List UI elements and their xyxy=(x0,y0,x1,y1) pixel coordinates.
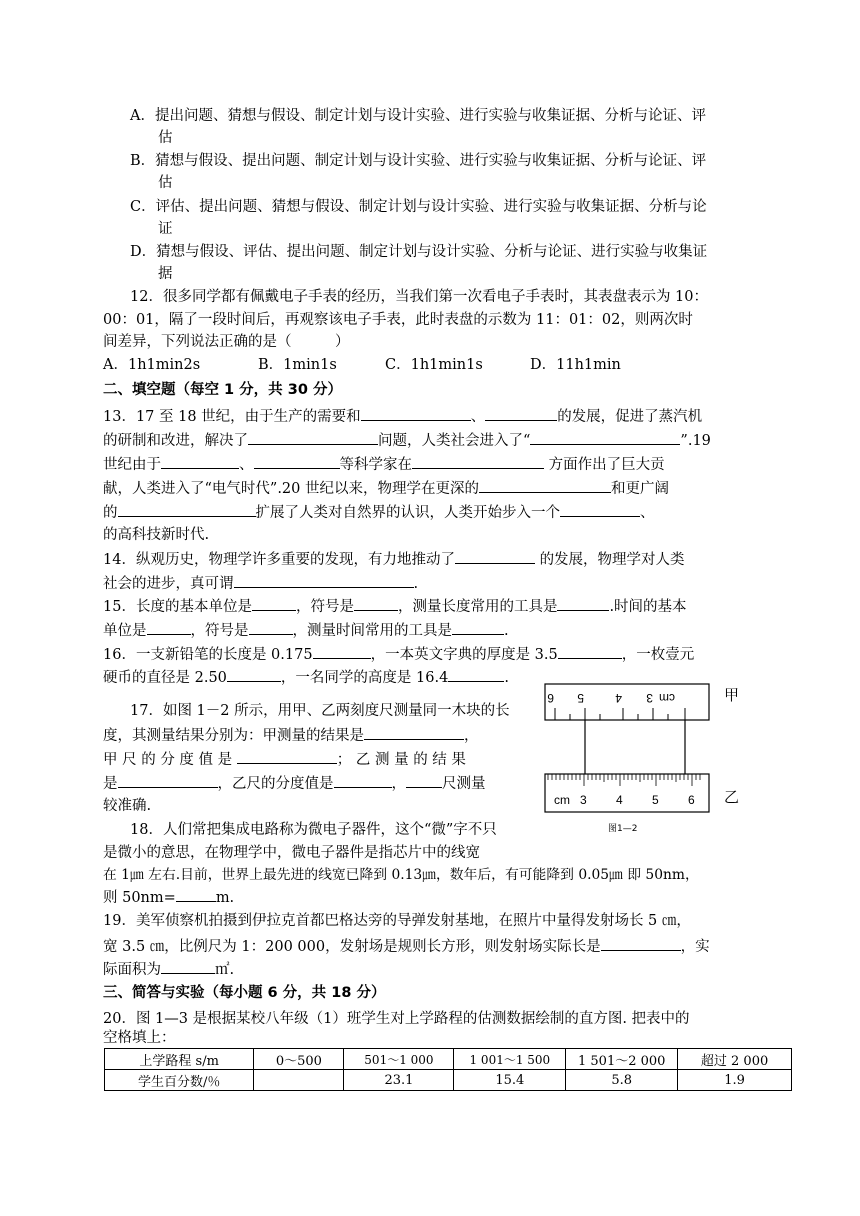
q17-line-1: 17．如图 1－2 所示，用甲、乙两刻度尺测量同一木块的长 xyxy=(130,703,510,719)
table-cell: 1.9 xyxy=(678,1070,792,1091)
q17-line-3: 甲 尺 的 分 度 值 是 ； 乙 测 量 的 结 果 xyxy=(103,748,466,771)
answer-blank[interactable] xyxy=(406,772,442,788)
q18-line-4: 则 50nm= m. xyxy=(103,886,234,909)
ruler-jia-tick-3: 3 xyxy=(646,691,653,705)
q19-line-2: 宽 3.5 ㎝，比例尺为 1：200 000，发射场是规则长方形，则发射场实际长是 ，实 xyxy=(103,935,710,958)
q12-option-c: C．1h1min1s xyxy=(385,357,483,373)
q11-option-a-cont: 估 xyxy=(158,130,173,146)
answer-blank[interactable] xyxy=(455,548,535,564)
answer-blank[interactable] xyxy=(448,666,504,682)
answer-blank[interactable] xyxy=(161,958,215,974)
figure-caption: 图1—2 xyxy=(608,824,638,834)
table-cell: 23.1 xyxy=(344,1070,454,1091)
answer-blank[interactable] xyxy=(176,886,216,902)
answer-blank[interactable] xyxy=(530,429,680,445)
answer-blank[interactable] xyxy=(237,748,337,764)
q13-line-1: 13．17 至 18 世纪，由于生产的需要和 、 的发展，促进了蒸汽机 xyxy=(103,405,702,428)
q14-line-1: 14．纵观历史，物理学许多重要的发现，有力地推动了 的发展，物理学对人类 xyxy=(103,548,685,571)
q16-line-2: 硬币的直径是 2.50 ，一名同学的高度是 16.4 . xyxy=(103,666,509,689)
q18-line-2: 是微小的意思，在物理学中，微电子器件是指芯片中的线宽 xyxy=(103,845,480,861)
q18-line-3: 在 1㎛ 左右.目前，世界上最先进的线宽已降到 0.13㎛，数年后，有可能降到 0.05㎛ 即 50nm， xyxy=(103,867,699,883)
answer-blank[interactable] xyxy=(161,453,239,469)
answer-blank[interactable] xyxy=(485,405,557,421)
q19-line-1: 19．美军侦察机拍摄到伊拉克首都巴格达旁的导弹发射基地，在照片中量得发射场长 5 ㎝， xyxy=(103,913,691,929)
q19-line-3: 际面积为 ㎡. xyxy=(103,958,234,981)
q12-line-1: 12．很多同学都有佩戴电子手表的经历，当我们第一次看电子手表时，其表盘表示为 10： xyxy=(130,289,709,305)
q12-line-3: 间差异，下列说法正确的是（ ） xyxy=(103,334,350,350)
table-header-cell: 1 001～1 500 xyxy=(454,1049,566,1070)
q13-line-2: 的研制和改进，解决了 问题，人类社会进入了“ ”.19 xyxy=(103,429,711,452)
answer-blank[interactable] xyxy=(249,619,293,635)
table-cell: 5.8 xyxy=(566,1070,678,1091)
q17-line-5: 较准确. xyxy=(103,798,152,814)
q12-line-2: 00：01，隔了一段时间后，再观察该电子手表，此时表盘的示数为 11：01：02，则两次时 xyxy=(103,312,693,328)
q20-line-1: 20．图 1—3 是根据某校八年级（1）班学生对上学路程的估测数据绘制的直方图. 把表中的 xyxy=(103,1011,690,1027)
section-3-title: 三、简答与实验（每小题 6 分，共 18 分） xyxy=(103,985,386,1001)
answer-blank[interactable] xyxy=(334,772,392,788)
q13-line-4: 献，人类进入了“电气时代”.20 世纪以来，物理学在更深的 和更广阔 xyxy=(103,477,669,500)
answer-blank[interactable] xyxy=(364,724,464,740)
table-header-cell: 上学路程 s/m xyxy=(105,1049,254,1070)
q12-option-a: A．1h1min2s xyxy=(103,357,201,373)
ruler-jia-tick-5: 5 xyxy=(577,691,584,705)
distance-table xyxy=(104,1048,792,1091)
table-header-cell: 0～500 xyxy=(254,1049,344,1070)
q20-line-2: 空格填上： xyxy=(103,1030,176,1046)
ruler-jia-tick-6: 6 xyxy=(547,691,554,705)
table-cell: 15.4 xyxy=(454,1070,566,1091)
q11-option-d: D．猜想与假设、评估、提出问题、制定计划与设计实验、分析与论证、进行实验与收集证 xyxy=(130,244,708,260)
q11-option-b-cont: 估 xyxy=(158,175,173,191)
ruler-figure xyxy=(540,678,760,838)
answer-blank[interactable] xyxy=(479,477,611,493)
q13-line-6: 的高科技新时代. xyxy=(103,527,210,543)
q17-line-2: 度，其测量结果分别为：甲测量的结果是 ， xyxy=(103,724,479,747)
table-header-cell: 超过 2 000 xyxy=(678,1049,792,1070)
answer-blank[interactable] xyxy=(118,772,218,788)
answer-blank[interactable] xyxy=(601,935,681,951)
table-row xyxy=(105,1070,792,1091)
answer-blank[interactable] xyxy=(412,453,544,469)
q11-option-a: A．提出问题、猜想与假设、制定计划与设计实验、进行实验与收集证据、分析与论证、评 xyxy=(130,108,706,124)
ruler-yi-tick-3: 3 xyxy=(580,793,587,807)
answer-blank[interactable] xyxy=(252,595,296,611)
ruler-yi-tick-6: 6 xyxy=(688,793,695,807)
ruler-yi-tick-4: 4 xyxy=(616,793,623,807)
label-jia: 甲 xyxy=(724,686,740,704)
answer-blank[interactable] xyxy=(254,453,340,469)
answer-blank[interactable] xyxy=(248,429,378,445)
ruler-yi-unit: cm xyxy=(554,793,570,807)
table-cell-blank[interactable] xyxy=(254,1070,344,1091)
answer-blank[interactable] xyxy=(557,595,609,611)
answer-blank[interactable] xyxy=(118,501,256,517)
answer-blank[interactable] xyxy=(558,643,622,659)
table-header-cell: 501～1 000 xyxy=(344,1049,454,1070)
answer-blank[interactable] xyxy=(313,643,371,659)
ruler-jia-unit: cm xyxy=(659,691,675,705)
answer-blank[interactable] xyxy=(354,595,398,611)
label-yi: 乙 xyxy=(724,788,740,806)
ruler-yi-tick-5: 5 xyxy=(652,793,659,807)
answer-blank[interactable] xyxy=(234,572,414,588)
ruler-jia-tick-4: 4 xyxy=(615,691,622,705)
q18-line-1: 18．人们常把集成电路称为微电子器件，这个“微”字不只 xyxy=(130,822,497,838)
answer-blank[interactable] xyxy=(147,619,191,635)
section-2-title: 二、填空题（每空 1 分，共 30 分） xyxy=(103,382,342,398)
table-header-cell: 1 501～2 000 xyxy=(566,1049,678,1070)
table-cell: 学生百分数/％ xyxy=(105,1070,254,1091)
q16-line-1: 16．一支新铅笔的长度是 0.175 ，一本英文字典的厚度是 3.5 ，一枚壹元 xyxy=(103,643,694,666)
q11-option-c: C．评估、提出问题、猜想与假设、制定计划与设计实验、进行实验与收集证据、分析与论 xyxy=(130,199,707,215)
q11-option-c-cont: 证 xyxy=(158,221,173,237)
q14-line-2: 社会的进步，真可谓 . xyxy=(103,572,418,595)
answer-blank[interactable] xyxy=(361,405,471,421)
q15-line-2: 单位是 ，符号是 ，测量时间常用的工具是 . xyxy=(103,619,509,642)
q17-line-4: 是 ，乙尺的分度值是 ， 尺测量 xyxy=(103,772,486,795)
answer-blank[interactable] xyxy=(227,666,281,682)
q12-option-d: D．11h1min xyxy=(530,357,621,373)
q11-option-b: B．猜想与假设、提出问题、制定计划与设计实验、进行实验与收集证据、分析与论证、评 xyxy=(130,153,707,169)
table-row xyxy=(105,1049,792,1070)
q12-option-b: B．1min1s xyxy=(258,357,337,373)
q13-line-3: 世纪由于 、 等科学家在 方面作出了巨大贡 xyxy=(103,453,665,476)
q13-line-5: 的 扩展了人类对自然界的认识，人类开始步入一个 、 xyxy=(103,501,655,524)
answer-blank[interactable] xyxy=(560,501,640,517)
q15-line-1: 15．长度的基本单位是 ，符号是 ，测量长度常用的工具是 .时间的基本 xyxy=(103,595,687,618)
answer-blank[interactable] xyxy=(452,619,504,635)
q11-option-d-cont: 据 xyxy=(158,266,173,282)
